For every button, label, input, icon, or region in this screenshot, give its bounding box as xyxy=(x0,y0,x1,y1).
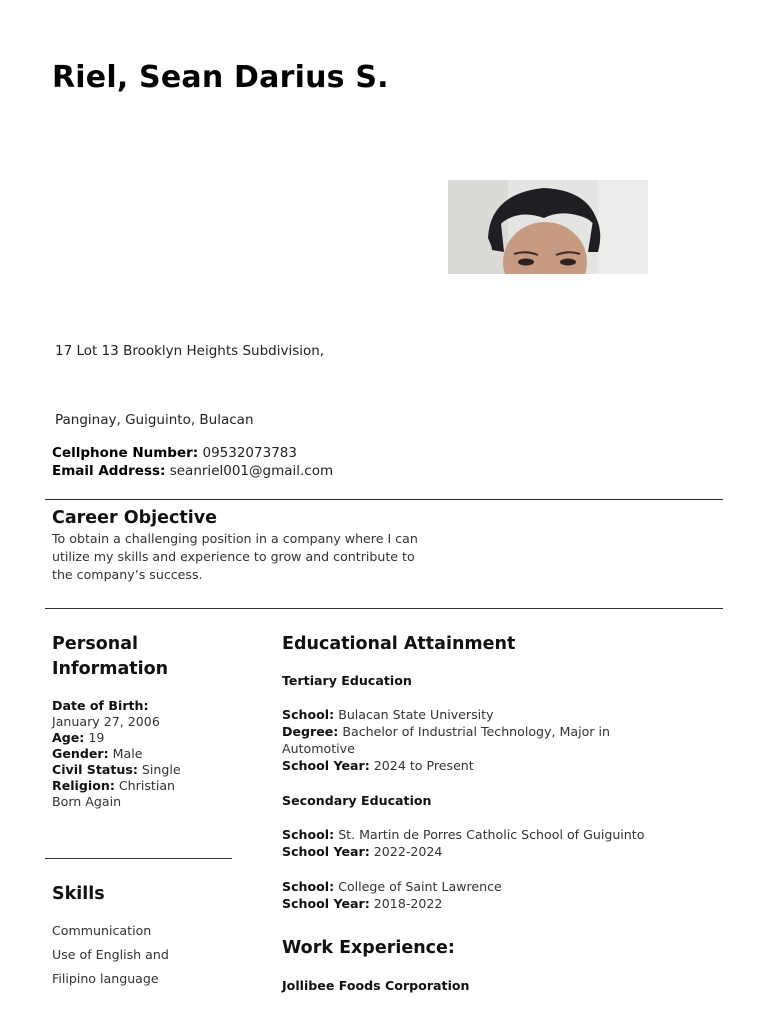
religion-value: Christian xyxy=(118,778,176,793)
divider-middle xyxy=(45,608,723,609)
divider-left-column xyxy=(45,858,232,859)
phone-number: 09532073783 xyxy=(202,445,297,461)
personal-info-heading-line: Information xyxy=(52,659,169,679)
dob-value: January 27, 2006 xyxy=(52,714,160,729)
skill-item: Filipino language xyxy=(52,971,159,986)
tertiary-year-label: School Year: xyxy=(282,758,370,773)
profile-photo xyxy=(448,180,648,274)
personal-info-heading-line: Personal xyxy=(52,634,139,654)
secondary-school-label: School: xyxy=(282,827,335,842)
secondary-year: 2022-2024 xyxy=(373,844,443,859)
primary-year: 2018-2022 xyxy=(373,896,443,911)
career-objective-line: utilize my skills and experience to grow and contribute to xyxy=(52,549,415,564)
career-objective-line: the company’s success. xyxy=(52,567,203,582)
gender-label: Gender: xyxy=(52,746,109,761)
religion-label: Religion: xyxy=(52,778,115,793)
education-heading: Educational Attainment xyxy=(282,634,516,654)
primary-school: College of Saint Lawrence xyxy=(338,879,502,894)
address-line-2: Panginay, Guiguinto, Bulacan xyxy=(55,412,254,428)
email-row xyxy=(52,463,333,479)
civil-status-value: Single xyxy=(141,762,181,777)
resume-name: Riel, Sean Darius S. xyxy=(52,60,389,95)
primary-details xyxy=(282,878,682,912)
primary-year-label: School Year: xyxy=(282,896,370,911)
tertiary-school-label: School: xyxy=(282,707,335,722)
secondary-year-label: School Year: xyxy=(282,844,370,859)
age-label: Age: xyxy=(52,730,85,745)
skills-heading: Skills xyxy=(52,884,105,904)
religion-value-cont: Born Again xyxy=(52,794,122,809)
career-objective-text xyxy=(52,530,442,584)
work-experience-heading: Work Experience: xyxy=(282,938,455,958)
address-line-1: 17 Lot 13 Brooklyn Heights Subdivision, xyxy=(55,343,325,359)
secondary-school: St. Martin de Porres Catholic School of Guiguinto xyxy=(338,827,645,842)
career-objective-heading: Career Objective xyxy=(52,508,218,528)
civil-status-label: Civil Status: xyxy=(52,762,138,777)
tertiary-degree: Bachelor of Industrial Technology, Major in xyxy=(342,724,610,739)
secondary-heading: Secondary Education xyxy=(282,793,432,808)
phone-label: Cellphone Number: xyxy=(52,445,199,461)
skill-item: Communication xyxy=(52,923,152,938)
skill-item: Use of English and xyxy=(52,947,169,962)
tertiary-heading: Tertiary Education xyxy=(282,673,412,688)
tertiary-school: Bulacan State University xyxy=(338,707,494,722)
tertiary-details xyxy=(282,706,642,774)
tertiary-degree-label: Degree: xyxy=(282,724,339,739)
work-company: Jollibee Foods Corporation xyxy=(282,978,470,993)
secondary-details xyxy=(282,826,682,860)
email-address: seanriel001@gmail.com xyxy=(169,463,334,479)
personal-info-details xyxy=(52,698,232,810)
gender-value: Male xyxy=(112,746,143,761)
phone-row xyxy=(52,445,297,461)
divider-top xyxy=(45,499,723,500)
dob-label: Date of Birth: xyxy=(52,698,149,713)
email-label: Email Address: xyxy=(52,463,166,479)
skills-list xyxy=(52,919,232,991)
personal-info-heading xyxy=(52,632,168,682)
age-value: 19 xyxy=(88,730,105,745)
tertiary-year: 2024 to Present xyxy=(373,758,474,773)
career-objective-line: To obtain a challenging position in a company where I can xyxy=(52,531,418,546)
primary-school-label: School: xyxy=(282,879,335,894)
tertiary-degree-cont: Automotive xyxy=(282,741,355,756)
